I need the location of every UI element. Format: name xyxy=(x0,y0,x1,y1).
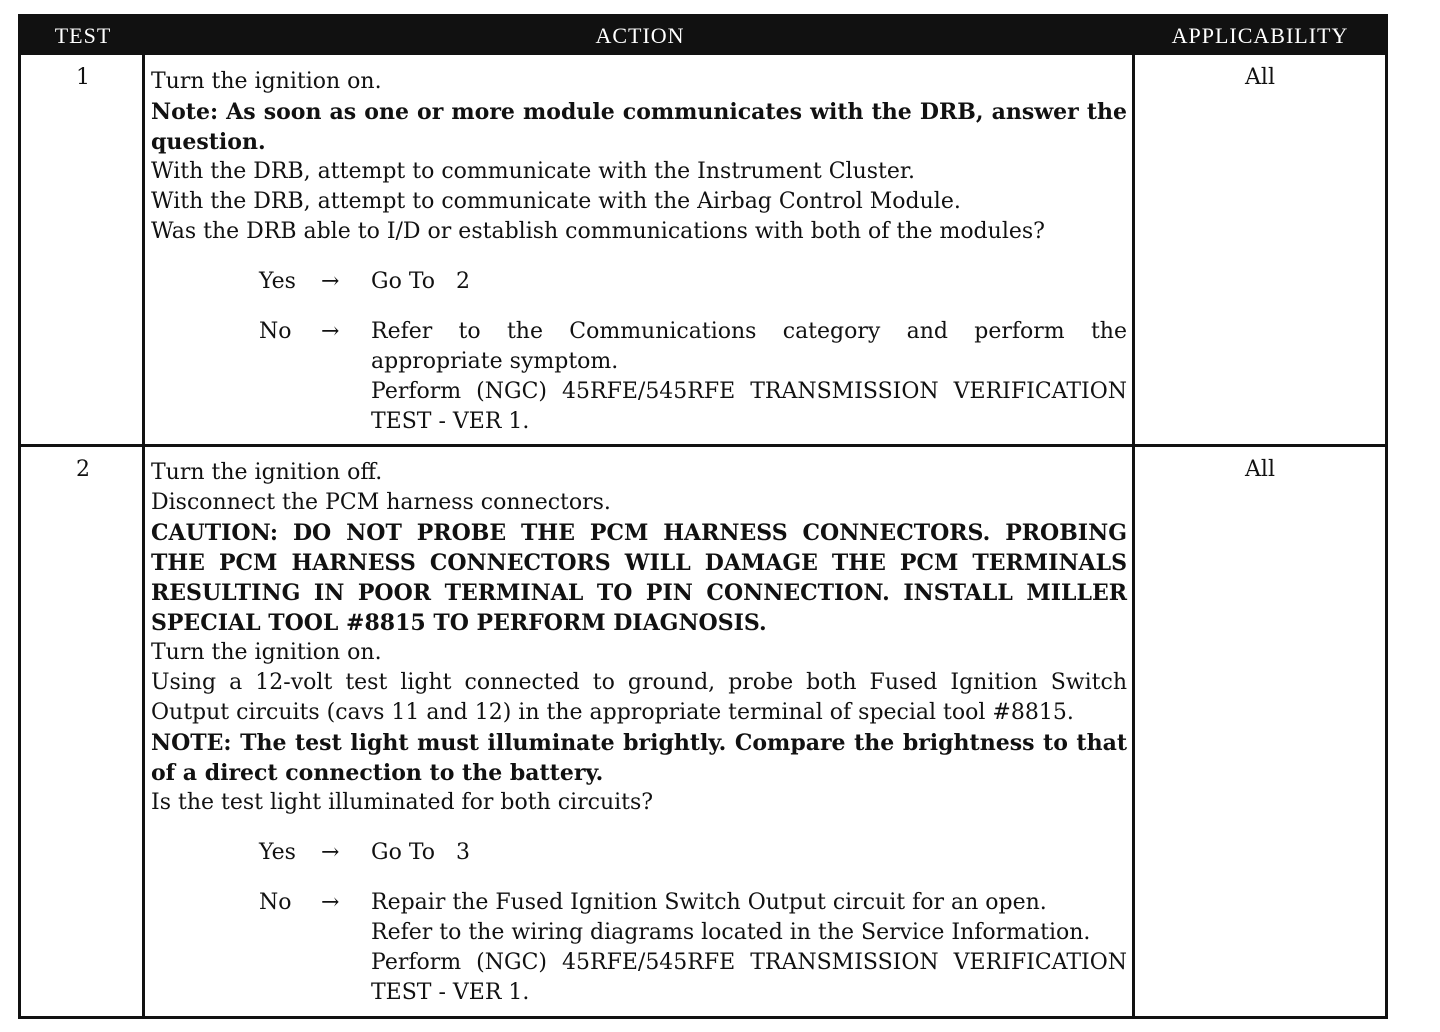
action-line: With the DRB, attempt to communicate with the Airbag Control Module. xyxy=(151,189,961,214)
action-line: Turn the ignition off. xyxy=(151,460,383,485)
no-action-line: Refer to the Communications category and perform the appropriate symptom. xyxy=(371,319,1127,374)
no-option xyxy=(151,888,1127,1008)
no-label: No xyxy=(259,319,292,344)
applicability-1: All xyxy=(1245,65,1275,90)
note-line: NOTE: The test light must illuminate brightly. Compare the brightness to that of a direct connection to the battery. xyxy=(151,730,1127,786)
arrow-right-icon: → xyxy=(321,840,340,865)
no-label: No xyxy=(259,890,292,915)
yes-goto: Go To 3 xyxy=(371,840,470,865)
no-option xyxy=(151,317,1127,437)
note-line: Note: As soon as one or more module communicates with the DRB, answer the question. xyxy=(151,99,1127,155)
action-cell-2 xyxy=(151,458,1127,1008)
header-test: TEST xyxy=(54,23,112,48)
action-line: With the DRB, attempt to communicate with the Instrument Cluster. xyxy=(151,159,916,184)
question-line: Is the test light illuminated for both circuits? xyxy=(151,790,654,815)
no-action-line: Perform (NGC) 45RFE/545RFE TRANSMISSION VERIFICATION TEST - VER 1. xyxy=(371,950,1127,1005)
yes-option xyxy=(151,267,1127,297)
header-applicability: APPLICABILITY xyxy=(1171,23,1349,48)
caution-line: CAUTION: DO NOT PROBE THE PCM HARNESS CONNECTORS. PROBING THE PCM HARNESS CONNECTORS WILL DAMAGE THE PCM TERMINALS RESULTING IN POOR TERMINAL TO PIN CONNECTION. INSTALL MILLER SPECIAL TOOL #8815 TO PERFORM DIAGNOSIS. xyxy=(151,520,1127,636)
action-line: Disconnect the PCM harness connectors. xyxy=(151,490,611,515)
test-number-1: 1 xyxy=(76,65,90,90)
action-line: Turn the ignition on. xyxy=(151,640,382,665)
yes-label: Yes xyxy=(259,269,296,294)
no-action-line: Repair the Fused Ignition Switch Output circuit for an open. xyxy=(371,890,1047,915)
test-number-2: 2 xyxy=(76,457,90,482)
yes-label: Yes xyxy=(259,840,296,865)
table-header xyxy=(21,17,1385,55)
arrow-right-icon: → xyxy=(321,269,340,294)
yes-option xyxy=(151,838,1127,868)
column-divider xyxy=(1132,55,1135,1016)
action-line: Turn the ignition on. xyxy=(151,69,382,94)
row-divider xyxy=(21,444,1385,447)
question-line: Was the DRB able to I/D or establish communications with both of the modules? xyxy=(151,219,1045,244)
column-divider xyxy=(142,55,145,1016)
arrow-right-icon: → xyxy=(321,319,340,344)
header-action: ACTION xyxy=(595,23,685,48)
action-line: Using a 12-volt test light connected to ground, probe both Fused Ignition Switch Output circuits (cavs 11 and 12) in the appropriate terminal of special tool #8815. xyxy=(151,670,1127,725)
no-action-line: Perform (NGC) 45RFE/545RFE TRANSMISSION VERIFICATION TEST - VER 1. xyxy=(371,379,1127,434)
action-cell-1 xyxy=(151,67,1127,437)
yes-goto: Go To 2 xyxy=(371,269,470,294)
arrow-right-icon: → xyxy=(321,890,340,915)
diagnostic-table xyxy=(18,14,1388,1019)
applicability-2: All xyxy=(1245,457,1275,482)
no-action-line: Refer to the wiring diagrams located in the Service Information. xyxy=(371,920,1091,945)
